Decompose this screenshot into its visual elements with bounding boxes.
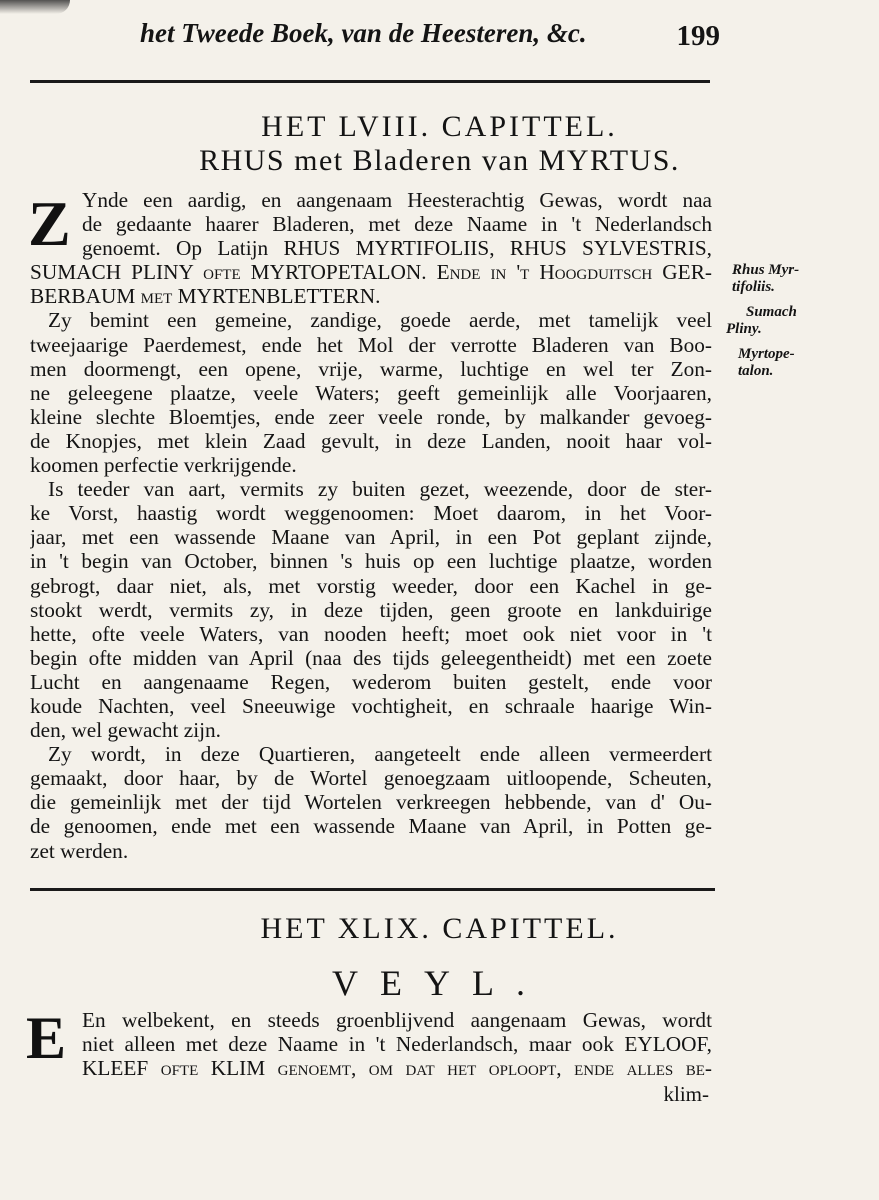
text-line: SUMACH PLINY ofte MYRTOPETALON. Ende in 't Hoogduitsch GER- — [30, 260, 712, 285]
text-line: Zy bemint een gemeine, zandige, goede aerde, met tamelijk veel — [48, 308, 712, 333]
text-line: genoemt. Op Latijn RHUS MYRTIFOLIIS, RHUS SYLVESTRIS, — [82, 236, 712, 261]
text-line: Lucht en aangenaame Regen, wederom buiten gestelt, ende voor — [30, 669, 712, 694]
text-line: En welbekent, en steeds groenblijvend aangenaam Gewas, wordt — [82, 1008, 712, 1032]
text-line: koomen perfectie verkrijgende. — [30, 453, 297, 478]
page-number: 199 — [676, 20, 720, 52]
text-line: ke Vorst, haastig wordt weggenoomen: Moet daarom, in het Voor- — [30, 501, 712, 526]
text-line: gebrogt, daar niet, als, met vorstig weeder, door een Kachel in ge- — [30, 573, 712, 598]
chapter-subtitle: RHUS met Bladeren van MYRTUS. — [199, 144, 680, 177]
chapter-body — [30, 188, 712, 863]
text-line: Zy wordt, in deze Quartieren, aangeteelt ende alleen vermeerdert — [48, 742, 712, 767]
text-line: kleine slechte Bloemtjes, ende zeer veele ronde, by malkander gevoeg- — [30, 404, 712, 429]
text-line: stookt werdt, vermits zy, in deze tijden, geen groote en lankduirige — [30, 597, 712, 622]
text-line: koude Nachten, veel Sneeuwige vochtigheit, en schraale haarige Win- — [30, 693, 712, 718]
header-rule — [30, 80, 710, 83]
section-rule — [30, 888, 715, 891]
drop-capital: Z — [28, 188, 71, 259]
text-line: zet werden. — [30, 838, 129, 863]
margin-note: Myrtope- talon. — [738, 346, 795, 379]
text-line: Is teeder van aart, vermits zy buiten gezet, weezende, door de ster- — [48, 477, 712, 502]
running-header — [140, 14, 720, 54]
text-line: die gemeinlijk met der tijd Wortelen verkreegen hebbende, van d' Ou- — [30, 790, 712, 815]
text-line: KLEEF ofte KLIM genoemt, om dat het oploopt, ende alles be- — [82, 1056, 712, 1081]
text-line: ne geleegene plaatze, veele Waters; geeft gemeinlijk alle Voorjaaren, — [30, 380, 712, 405]
text-line: den, wel gewacht zijn. — [30, 718, 222, 743]
text-line: gemaakt, door haar, by de Wortel genoegzaam uitloopende, Scheuten, — [30, 766, 712, 791]
chapter-subtitle: VEYL. — [332, 963, 547, 1003]
page-corner-shadow — [0, 0, 70, 14]
text-line: de genoomen, ende met een wassende Maane van April, in Potten ge- — [30, 814, 712, 839]
text-line: jaar, met een wassende Maane van April, in een Pot geplant zijnde, — [30, 525, 712, 550]
margin-note: Rhus Myr- tifoliis. — [732, 262, 800, 295]
text-line: tweejaarige Paerdemest, ende het Mol der verrotte Bladeren van Boo- — [30, 332, 712, 357]
text-line: de gedaante haarer Bladeren, met deze Naame in 't Nederlandsch — [82, 212, 712, 237]
catchword: klim- — [663, 1082, 709, 1106]
text-line: men doormengt, een opene, vrije, warme, luchtige en wel ter Zon- — [30, 356, 712, 381]
text-line: BERBAUM met MYRTENBLETTERN. — [30, 284, 381, 309]
margin-note: Sumach Pliny. — [726, 304, 797, 337]
margin-notes — [718, 262, 868, 388]
text-line: in 't begin van October, binnen 's huis op een luchtige plaatze, worden — [30, 549, 712, 574]
running-title: het Tweede Boek, van de Heesteren, &c. — [140, 18, 587, 48]
text-line: hette, ofte veele Waters, van nooden heeft; moet ook niet voor in 't — [30, 621, 712, 646]
text-line: begin ofte midden van April (naa des tijds geleegentheidt) met een zoete — [30, 645, 712, 670]
text-line: de Knopjes, met klein Zaad gevult, in deze Landen, nooit haar vol- — [30, 428, 712, 453]
drop-capital: E — [26, 1005, 67, 1071]
chapter-heading: HET LVIII. CAPITTEL. — [261, 110, 618, 143]
text-line: Ynde een aardig, en aangenaam Heesterachtig Gewas, wordt naa — [82, 188, 712, 212]
chapter-body — [30, 1008, 712, 1080]
chapter-heading: HET XLIX. CAPITTEL. — [260, 912, 619, 945]
text-line: niet alleen met deze Naame in 't Nederlandsch, maar ook EYLOOF, — [82, 1032, 712, 1057]
